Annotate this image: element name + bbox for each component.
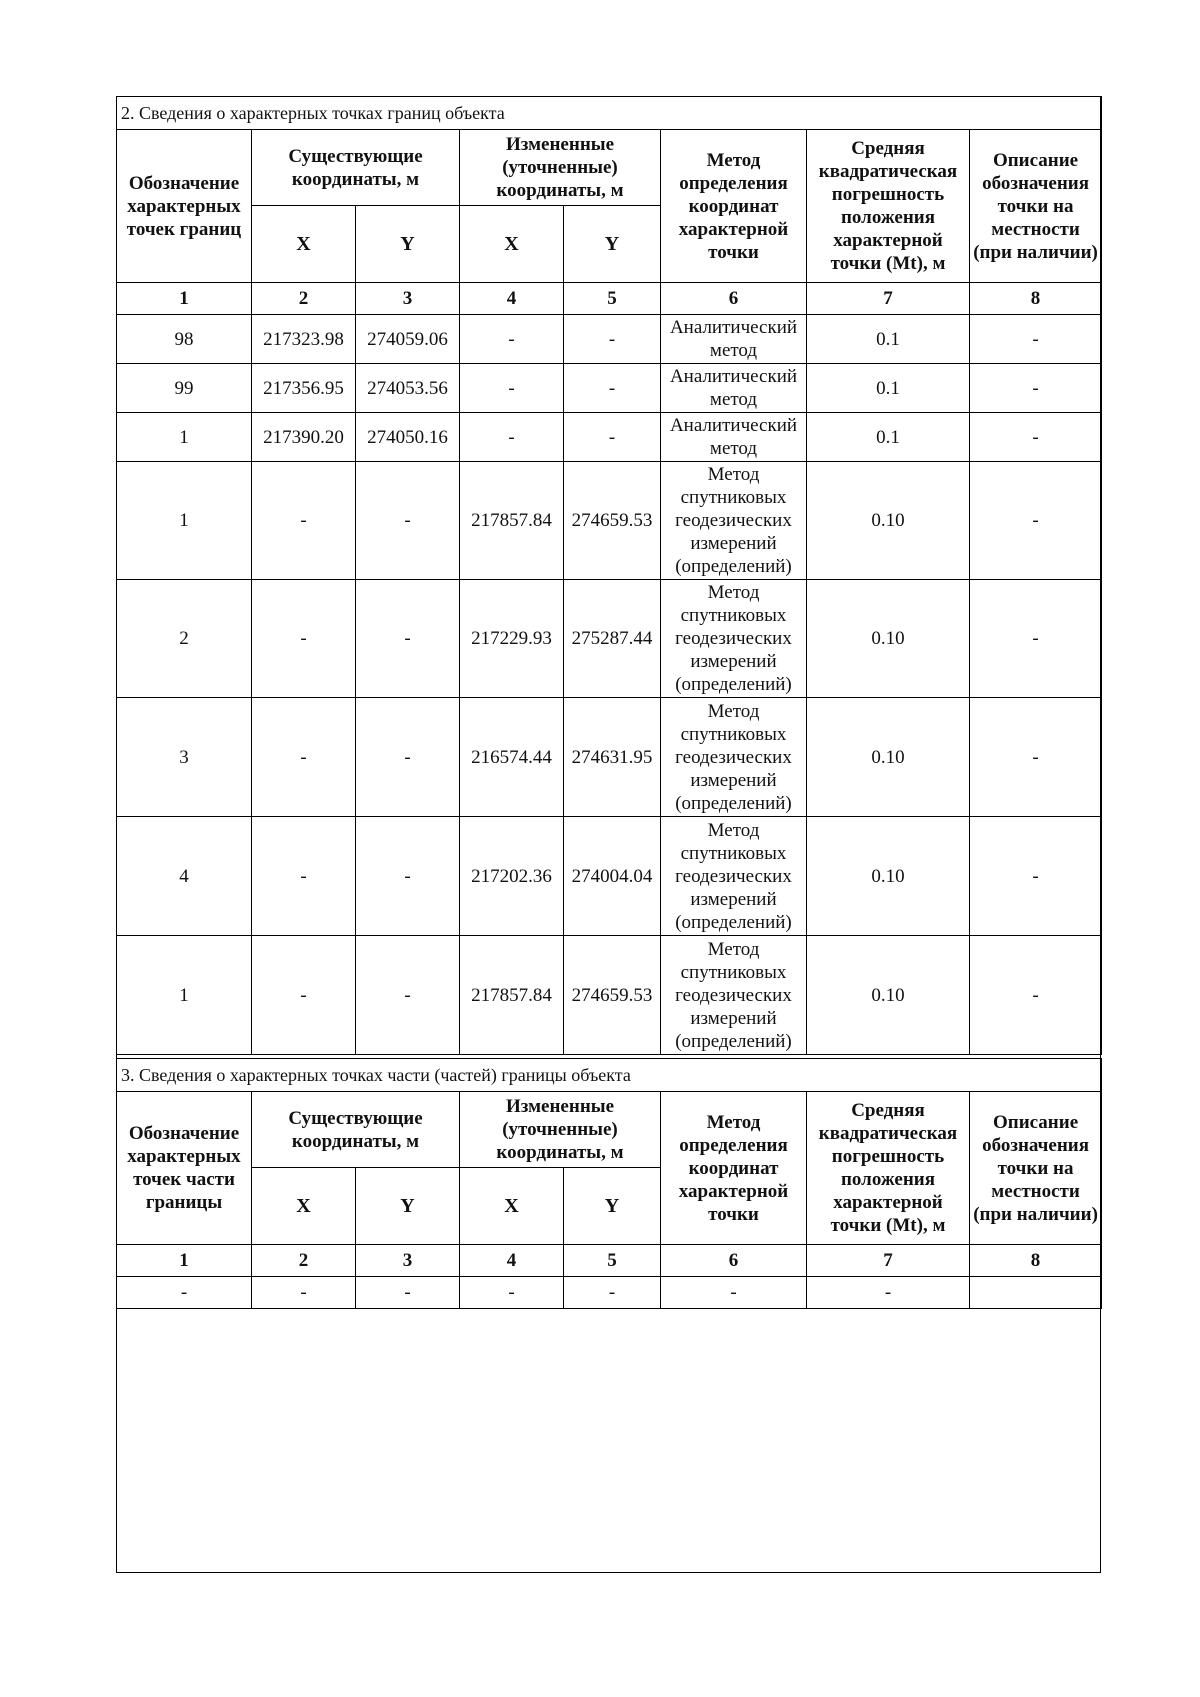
point-id: 98 [117, 315, 252, 364]
existing-x: 217323.98 [252, 315, 356, 364]
changed-x: - [460, 315, 564, 364]
method: Метод спутниковых геодезических измерений (определений) [661, 936, 807, 1055]
header-changed-x: X [460, 206, 564, 283]
existing-x: 217390.20 [252, 413, 356, 462]
error-value: 0.10 [807, 462, 970, 580]
column-number: 7 [807, 1245, 970, 1277]
changed-y: 275287.44 [564, 580, 661, 698]
existing-y: 274053.56 [356, 364, 460, 413]
table-row [117, 1277, 1102, 1309]
description [970, 1277, 1102, 1309]
error-value: 0.10 [807, 817, 970, 936]
table-row [117, 462, 1102, 580]
table-row [117, 698, 1102, 817]
changed-y: - [564, 315, 661, 364]
column-number: 6 [661, 1245, 807, 1277]
part-boundary-points-table [116, 1058, 1102, 1309]
method: Аналитический метод [661, 315, 807, 364]
header-existing-y: Y [356, 1168, 460, 1245]
column-number: 4 [460, 283, 564, 315]
point-id: 1 [117, 462, 252, 580]
header-designation: Обозначение характерных точек части границы [117, 1092, 252, 1245]
existing-x: - [252, 698, 356, 817]
existing-y: - [356, 462, 460, 580]
existing-y: 274050.16 [356, 413, 460, 462]
column-number: 2 [252, 1245, 356, 1277]
changed-x: 217857.84 [460, 936, 564, 1055]
table-row [117, 817, 1102, 936]
changed-x: 217857.84 [460, 462, 564, 580]
section-title: 2. Сведения о характерных точках границ объекта [117, 97, 1102, 130]
header-description: Описание обозначения точки на местности (при наличии) [970, 130, 1102, 283]
description: - [970, 698, 1102, 817]
header-changed-coords: Измененные (уточненные) координаты, м [460, 130, 661, 206]
error-value: 0.1 [807, 364, 970, 413]
changed-x: - [460, 1277, 564, 1309]
header-existing-y: Y [356, 206, 460, 283]
method: Метод спутниковых геодезических измерений (определений) [661, 462, 807, 580]
header-changed-coords: Измененные (уточненные) координаты, м [460, 1092, 661, 1168]
table-row [117, 315, 1102, 364]
header-error: Средняя квадратическая погрешность положения характерной точки (Mt), м [807, 1092, 970, 1245]
changed-y: - [564, 1277, 661, 1309]
column-number: 8 [970, 1245, 1102, 1277]
existing-x: - [252, 817, 356, 936]
table-row [117, 364, 1102, 413]
header-method: Метод определения координат характерной точки [661, 1092, 807, 1245]
error-value: - [807, 1277, 970, 1309]
existing-y: - [356, 1277, 460, 1309]
header-existing-x: X [252, 1168, 356, 1245]
existing-y: 274059.06 [356, 315, 460, 364]
point-id: 4 [117, 817, 252, 936]
method: Метод спутниковых геодезических измерений (определений) [661, 580, 807, 698]
error-value: 0.10 [807, 698, 970, 817]
point-id: 99 [117, 364, 252, 413]
column-number: 2 [252, 283, 356, 315]
changed-y: 274004.04 [564, 817, 661, 936]
header-existing-x: X [252, 206, 356, 283]
column-number: 1 [117, 283, 252, 315]
changed-y: - [564, 413, 661, 462]
column-number: 3 [356, 1245, 460, 1277]
existing-x: - [252, 462, 356, 580]
changed-y: 274631.95 [564, 698, 661, 817]
header-existing-coords: Существующие координаты, м [252, 130, 460, 206]
table-row [117, 413, 1102, 462]
header-description: Описание обозначения точки на местности (при наличии) [970, 1092, 1102, 1245]
point-id: - [117, 1277, 252, 1309]
point-id: 3 [117, 698, 252, 817]
changed-x: 217229.93 [460, 580, 564, 698]
description: - [970, 413, 1102, 462]
existing-y: - [356, 936, 460, 1055]
header-changed-y: Y [564, 206, 661, 283]
table-row [117, 580, 1102, 698]
point-id: 2 [117, 580, 252, 698]
method: Метод спутниковых геодезических измерений (определений) [661, 698, 807, 817]
changed-x: - [460, 413, 564, 462]
existing-y: - [356, 698, 460, 817]
point-id: 1 [117, 413, 252, 462]
description: - [970, 315, 1102, 364]
error-value: 0.1 [807, 315, 970, 364]
description: - [970, 580, 1102, 698]
existing-y: - [356, 580, 460, 698]
error-value: 0.10 [807, 580, 970, 698]
header-changed-x: X [460, 1168, 564, 1245]
error-value: 0.1 [807, 413, 970, 462]
column-number: 8 [970, 283, 1102, 315]
changed-x: 217202.36 [460, 817, 564, 936]
table-row [117, 936, 1102, 1055]
existing-x: - [252, 936, 356, 1055]
description: - [970, 462, 1102, 580]
header-existing-coords: Существующие координаты, м [252, 1092, 460, 1168]
changed-y: 274659.53 [564, 936, 661, 1055]
header-error: Средняя квадратическая погрешность положения характерной точки (Mt), м [807, 130, 970, 283]
header-designation: Обозначение характерных точек границ [117, 130, 252, 283]
changed-x: 216574.44 [460, 698, 564, 817]
boundary-points-table [116, 96, 1102, 1055]
existing-x: 217356.95 [252, 364, 356, 413]
column-number: 6 [661, 283, 807, 315]
method: Аналитический метод [661, 364, 807, 413]
header-method: Метод определения координат характерной точки [661, 130, 807, 283]
changed-y: 274659.53 [564, 462, 661, 580]
changed-x: - [460, 364, 564, 413]
existing-x: - [252, 1277, 356, 1309]
header-changed-y: Y [564, 1168, 661, 1245]
description: - [970, 936, 1102, 1055]
section-title: 3. Сведения о характерных точках части (частей) границы объекта [117, 1059, 1102, 1092]
description: - [970, 364, 1102, 413]
method: Аналитический метод [661, 413, 807, 462]
column-number: 7 [807, 283, 970, 315]
existing-y: - [356, 817, 460, 936]
description: - [970, 817, 1102, 936]
existing-x: - [252, 580, 356, 698]
method: - [661, 1277, 807, 1309]
error-value: 0.10 [807, 936, 970, 1055]
column-number: 5 [564, 283, 661, 315]
column-number: 5 [564, 1245, 661, 1277]
column-number: 4 [460, 1245, 564, 1277]
method: Метод спутниковых геодезических измерений (определений) [661, 817, 807, 936]
document-frame [116, 96, 1101, 1573]
point-id: 1 [117, 936, 252, 1055]
column-number: 3 [356, 283, 460, 315]
column-number: 1 [117, 1245, 252, 1277]
changed-y: - [564, 364, 661, 413]
